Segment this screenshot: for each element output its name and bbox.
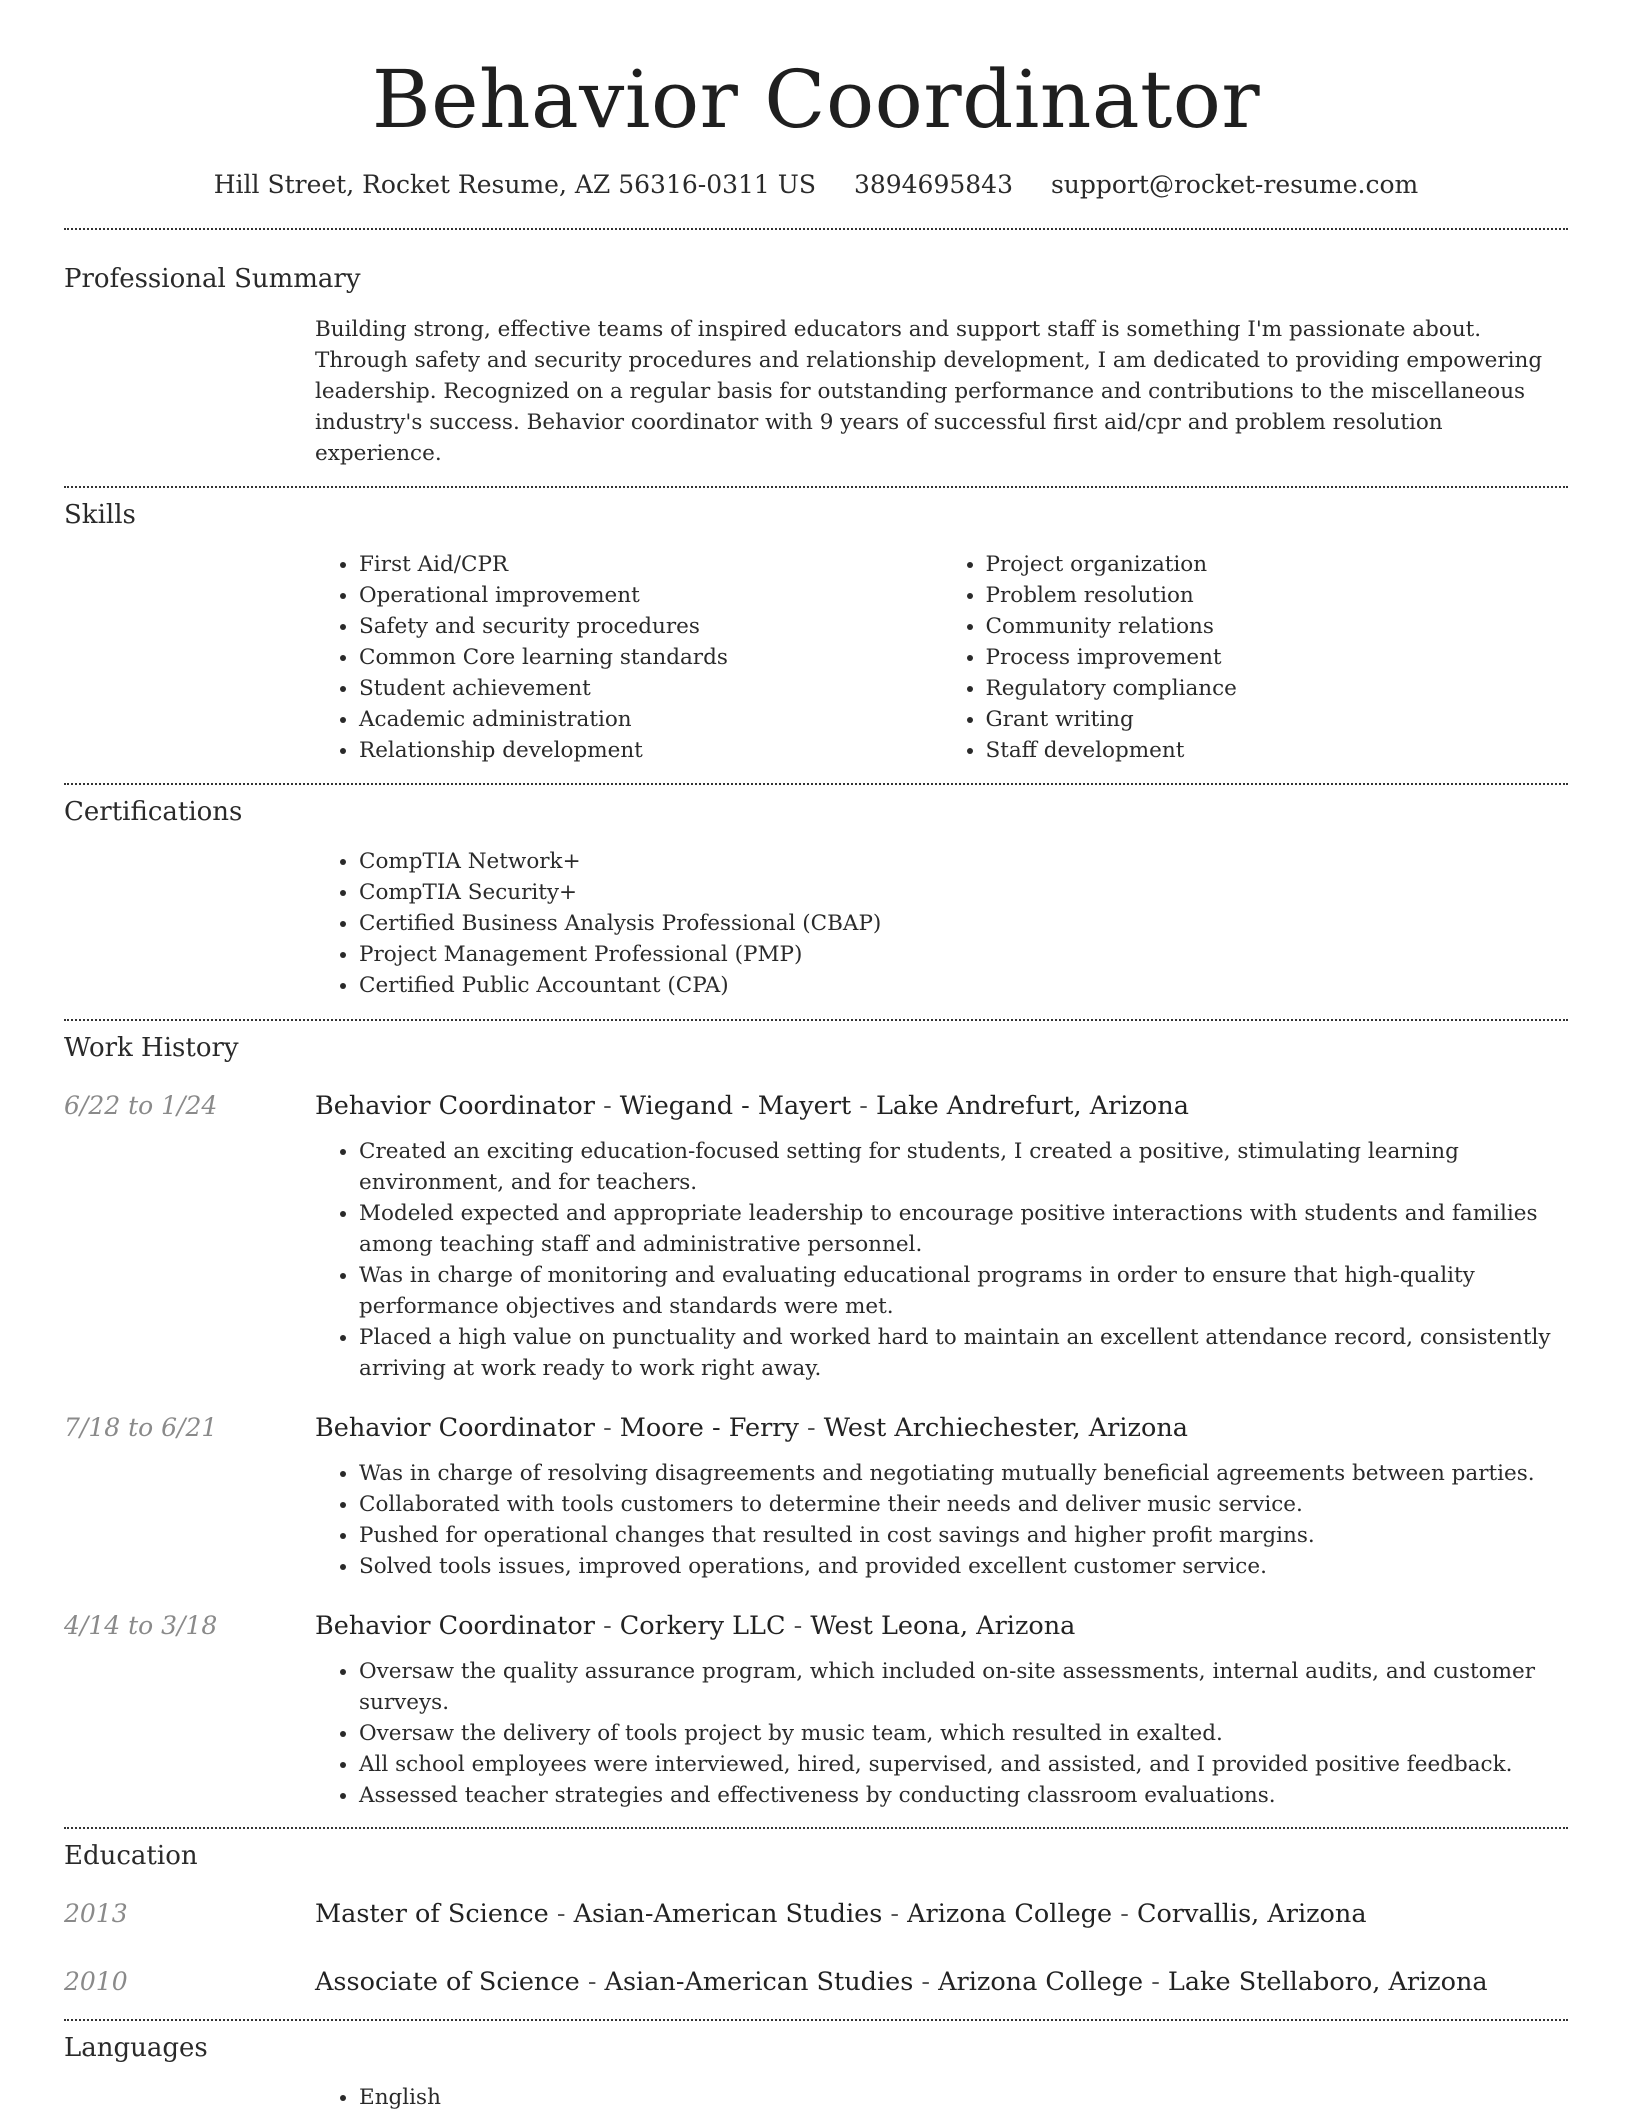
skill-item: • First Aid/CPR: [359, 549, 942, 580]
job-bullets: [315, 1656, 1568, 1811]
education-title: Education: [64, 1841, 198, 1871]
skill-item: • Common Core learning standards: [359, 642, 942, 673]
job-bullet: • Oversaw the quality assurance program, which included on-site assessments, internal audits, and customer surveys.: [359, 1656, 1568, 1718]
work-section: [64, 1019, 1568, 1811]
education-entry: [64, 1965, 1568, 1999]
certification-item: • Certified Business Analysis Professional (CBAP): [359, 908, 1568, 939]
education-degree: Master of Science: [315, 1899, 549, 1929]
languages-title: Languages: [64, 2033, 208, 2063]
languages-section: [64, 2019, 1568, 2113]
skill-item: • Staff development: [986, 735, 1569, 766]
languages-list: [315, 2082, 1568, 2113]
job-bullet: • Solved tools issues, improved operations, and provided excellent customer service.: [359, 1551, 1568, 1582]
job-company: Moore - Ferry: [619, 1413, 799, 1443]
certification-item: • Certified Public Accountant (CPA): [359, 970, 1568, 1001]
education-entry: [64, 1897, 1568, 1931]
job-separator: -: [594, 1091, 620, 1121]
skills-list-right: [942, 549, 1569, 766]
skill-item: • Community relations: [986, 611, 1569, 642]
education-field: Asian-American Studies: [573, 1899, 883, 1929]
education-heading: [315, 1897, 1367, 1931]
job-bullets: [315, 1136, 1568, 1384]
job-bullet: • Modeled expected and appropriate leadership to encourage positive interactions with students and families among teaching staff and administrative personnel.: [359, 1198, 1568, 1260]
summary-title: Professional Summary: [64, 264, 361, 294]
education-location: Lake Stellaboro, Arizona: [1167, 1967, 1488, 1997]
education-heading: [315, 1965, 1488, 1999]
education-separator: -: [1112, 1899, 1137, 1929]
education-section: [64, 1827, 1568, 1999]
education-school: Arizona College: [907, 1899, 1113, 1929]
summary-text: Building strong, effective teams of inspired educators and support staff is something I'm passionate about. Through safety and security procedures and relationship development, I am dedicated to providing empowering leadership. Recognized on a regular basis for outstanding performance and contributions to the miscellaneous industry's success. Behavior coordinator with 9 years of successful first aid/cpr and problem resolution experience.: [315, 317, 1543, 466]
skill-item: • Safety and security procedures: [359, 611, 942, 642]
skill-item: • Grant writing: [986, 704, 1569, 735]
job-separator: -: [594, 1611, 620, 1641]
contact-phone: 3894695843: [853, 170, 1013, 199]
job-bullet: • Placed a high value on punctuality and worked hard to maintain an excellent attendance record, consistently arriving at work ready to work right away.: [359, 1322, 1568, 1384]
job-separator: -: [851, 1091, 876, 1121]
education-separator: -: [1143, 1967, 1168, 1997]
skill-item: • Problem resolution: [986, 580, 1569, 611]
resume-page: [64, 0, 1568, 2113]
job-entry: [64, 1089, 1568, 1384]
job-dates: 6/22 to 1/24: [64, 1091, 218, 1120]
certification-item: • CompTIA Security+: [359, 877, 1568, 908]
job-company: Wiegand - Mayert: [619, 1091, 852, 1121]
job-bullet: • Collaborated with tools customers to determine their needs and deliver music service.: [359, 1489, 1568, 1520]
skills-section: [64, 486, 1568, 766]
education-degree: Associate of Science: [315, 1967, 580, 1997]
job-bullets: [315, 1458, 1568, 1582]
skill-item: • Operational improvement: [359, 580, 942, 611]
job-separator: -: [594, 1413, 620, 1443]
job-role: Behavior Coordinator: [315, 1413, 595, 1443]
job-role: Behavior Coordinator: [315, 1611, 595, 1641]
job-role: Behavior Coordinator: [315, 1091, 595, 1121]
job-bullet: • All school employees were interviewed, hired, supervised, and assisted, and I provided positive feedback.: [359, 1749, 1568, 1780]
education-separator: -: [882, 1899, 908, 1929]
certifications-title: Certifications: [64, 797, 243, 827]
skill-item: • Project organization: [986, 549, 1569, 580]
education-separator: -: [913, 1967, 939, 1997]
education-separator: -: [548, 1899, 574, 1929]
certification-item: • CompTIA Network+: [359, 846, 1568, 877]
education-field: Asian-American Studies: [604, 1967, 914, 1997]
job-entry: [64, 1411, 1568, 1582]
job-separator: -: [798, 1413, 824, 1443]
skill-item: • Process improvement: [986, 642, 1569, 673]
contact-address: Hill Street, Rocket Resume, AZ 56316-0311 US: [213, 170, 816, 199]
skills-title: Skills: [64, 500, 136, 530]
skills-list-left: [315, 549, 942, 766]
job-dates: 7/18 to 6/21: [64, 1413, 218, 1442]
language-item: • English: [359, 2082, 1568, 2113]
summary-section: [64, 228, 1568, 469]
job-bullet: • Pushed for operational changes that resulted in cost savings and higher profit margins.: [359, 1520, 1568, 1551]
job-bullet: • Oversaw the delivery of tools project by music team, which resulted in exalted.: [359, 1718, 1568, 1749]
job-bullet: • Assessed teacher strategies and effectiveness by conducting classroom evaluations.: [359, 1780, 1568, 1811]
job-location: Lake Andrefurt, Arizona: [875, 1091, 1189, 1121]
job-heading: [315, 1411, 1188, 1445]
job-separator: -: [785, 1611, 811, 1641]
education-year: 2013: [64, 1899, 128, 1928]
education-separator: -: [579, 1967, 605, 1997]
job-heading: [315, 1089, 1189, 1123]
certifications-section: [64, 783, 1568, 1001]
education-school: Arizona College: [938, 1967, 1144, 1997]
job-bullet: • Was in charge of monitoring and evaluating educational programs in order to ensure that high-quality performance objectives and standards were met.: [359, 1260, 1568, 1322]
contact-email: support@rocket-resume.com: [1050, 170, 1419, 199]
certifications-list: [315, 846, 1568, 1001]
job-entry: [64, 1609, 1568, 1811]
job-company: Corkery LLC: [619, 1611, 786, 1641]
work-title: Work History: [64, 1033, 239, 1063]
education-location: Corvallis, Arizona: [1136, 1899, 1367, 1929]
skill-item: • Relationship development: [359, 735, 942, 766]
job-bullet: • Was in charge of resolving disagreements and negotiating mutually beneficial agreements between parties.: [359, 1458, 1568, 1489]
job-dates: 4/14 to 3/18: [64, 1611, 218, 1640]
job-location: West Archiechester, Arizona: [823, 1413, 1188, 1443]
education-year: 2010: [64, 1967, 128, 1996]
skill-item: • Student achievement: [359, 673, 942, 704]
job-bullet: • Created an exciting education-focused setting for students, I created a positive, stimulating learning environment, and for teachers.: [359, 1136, 1568, 1198]
certification-item: • Project Management Professional (PMP): [359, 939, 1568, 970]
job-heading: [315, 1609, 1075, 1643]
skill-item: • Academic administration: [359, 704, 942, 735]
skill-item: • Regulatory compliance: [986, 673, 1569, 704]
contact-line: [64, 168, 1568, 202]
job-location: West Leona, Arizona: [810, 1611, 1076, 1641]
resume-name: Behavior Coordinator: [371, 53, 1261, 146]
